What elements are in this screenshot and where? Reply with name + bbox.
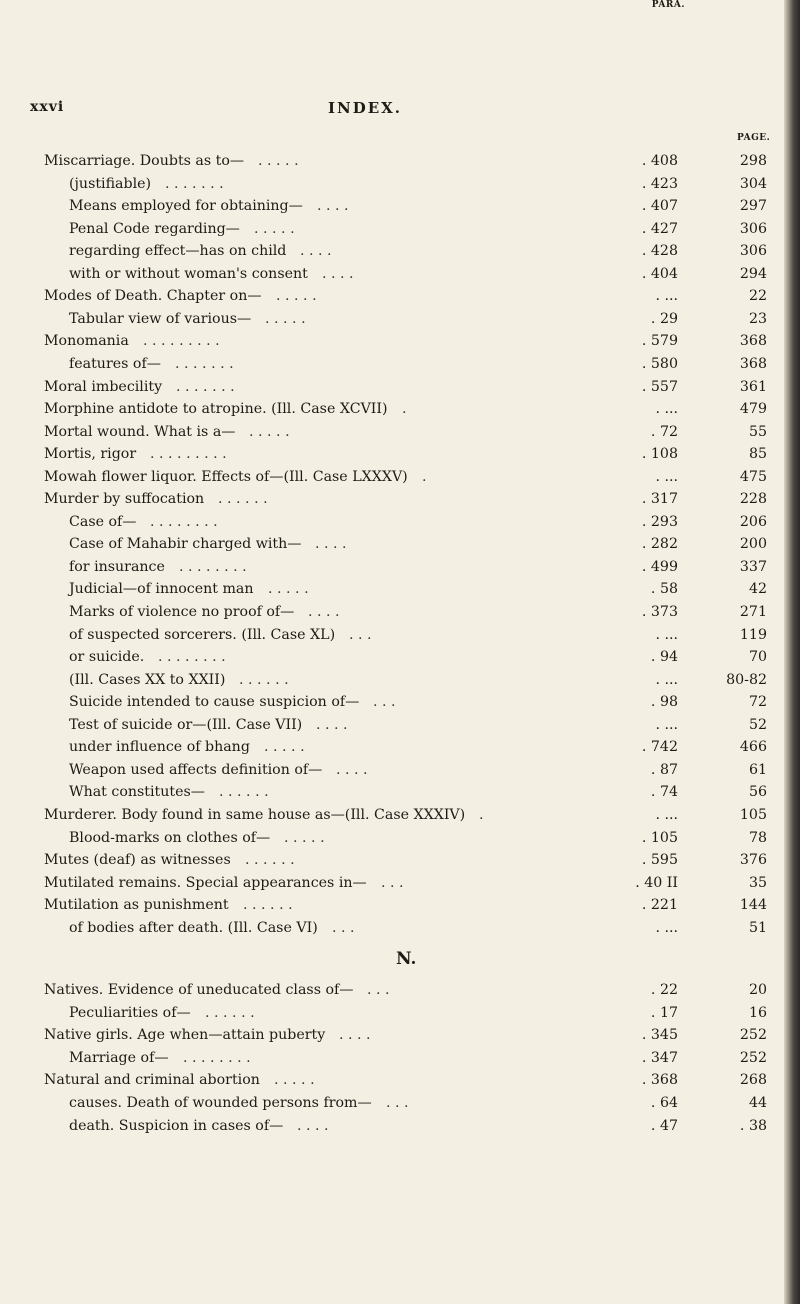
- entry-page: 78: [748, 829, 767, 846]
- entry-leader-dots: . . . .: [336, 761, 368, 778]
- index-entry: [0, 353, 800, 375]
- entry-para: . 17: [650, 1004, 678, 1021]
- entry-text: Monomania: [44, 333, 129, 350]
- index-entry: [0, 263, 800, 285]
- entry-para: . 579: [641, 333, 678, 350]
- entry-para: . ...: [655, 401, 678, 418]
- entry-para: . 98: [650, 694, 678, 711]
- index-entry: [0, 1047, 800, 1069]
- entry-page: 479: [739, 401, 767, 418]
- entry-page: 297: [739, 198, 767, 215]
- entry-leader-dots: . . . . . . . .: [183, 1049, 251, 1066]
- entry-page: 298: [739, 153, 767, 169]
- entry-text: Case of Mahabir charged with—: [69, 536, 302, 553]
- entry-para: . ...: [655, 806, 678, 823]
- entry-page: 55: [748, 423, 767, 440]
- entry-text: for insurance: [69, 558, 165, 575]
- entry-leader-dots: . . . . .: [268, 581, 309, 598]
- entry-page: 119: [739, 626, 767, 643]
- index-entry: [0, 827, 800, 849]
- entry-text: Moral imbecility: [44, 378, 163, 395]
- entry-para: . 87: [650, 761, 678, 778]
- entry-page: 70: [748, 649, 767, 666]
- entry-text: Suicide intended to cause suspicion of—: [69, 694, 360, 711]
- index-entry: [0, 173, 800, 195]
- entry-text: under influence of bhang: [69, 739, 250, 756]
- entry-text: or suicide.: [69, 649, 145, 666]
- entry-text: Judicial—of innocent man: [69, 581, 254, 598]
- entry-text: Test of suicide or—(Ill. Case VII): [69, 716, 303, 733]
- entry-para: . 408: [641, 153, 678, 169]
- entry-leader-dots: . . . . . .: [205, 1004, 255, 1021]
- entry-page: 85: [748, 446, 767, 463]
- entry-para: . 105: [641, 829, 678, 846]
- entry-para: . 427: [641, 220, 678, 237]
- entry-page: 200: [739, 536, 767, 553]
- entry-page: 294: [739, 265, 767, 282]
- entry-para: . 221: [641, 897, 678, 914]
- entry-para: . 58: [650, 581, 678, 598]
- entry-leader-dots: . . .: [381, 874, 404, 891]
- entry-leader-dots: . . . .: [316, 716, 348, 733]
- index-entry: [0, 1069, 800, 1091]
- entry-para: . 317: [641, 491, 678, 508]
- entry-text: (Ill. Cases XX to XXII): [69, 671, 226, 688]
- column-header-para: PARA.: [651, 0, 685, 10]
- entry-leader-dots: . . . . . . .: [165, 175, 224, 192]
- index-entry: [0, 195, 800, 217]
- entry-text: Murderer. Body found in same house as—(Ill. Case XXXIV): [44, 806, 466, 823]
- entry-leader-dots: . . . .: [300, 243, 332, 260]
- index-entry: [0, 466, 800, 488]
- entry-text: Modes of Death. Chapter on—: [44, 288, 262, 305]
- entry-leader-dots: . . . . .: [265, 310, 306, 327]
- entry-para: . ...: [655, 716, 678, 733]
- entry-text: Mortal wound. What is a—: [44, 423, 236, 440]
- entry-text: death. Suspicion in cases of—: [69, 1117, 284, 1134]
- index-entry: [0, 849, 800, 871]
- entry-page: 306: [739, 220, 767, 237]
- entry-page: 144: [739, 897, 767, 914]
- entry-page: 268: [739, 1072, 767, 1089]
- entry-leader-dots: . . . . .: [276, 288, 317, 305]
- entry-para: . 499: [641, 558, 678, 575]
- entry-page: 35: [748, 874, 767, 891]
- index-entry: [0, 218, 800, 240]
- entry-leader-dots: . . . . .: [249, 423, 290, 440]
- entry-leader-dots: . . . . . . . .: [158, 649, 226, 666]
- entry-leader-dots: . . . . . .: [219, 784, 269, 801]
- entry-text: Blood-marks on clothes of—: [69, 829, 271, 846]
- entry-para: . ...: [655, 626, 678, 643]
- entry-text: Marks of violence no proof of—: [69, 604, 295, 620]
- index-entry: [0, 556, 800, 578]
- entry-leader-dots: . . . .: [339, 1027, 371, 1044]
- entry-page: 361: [739, 378, 767, 395]
- entry-leader-dots: . . . . . . . .: [150, 513, 218, 530]
- entry-para: . 108: [641, 446, 678, 463]
- entry-page: 51: [748, 919, 767, 936]
- index-entry: [0, 578, 800, 600]
- entry-para: . 74: [650, 784, 678, 801]
- page-number: xxvi: [30, 99, 65, 115]
- entry-page: . 38: [739, 1117, 767, 1134]
- entry-leader-dots: . . . .: [315, 536, 347, 553]
- entry-para: . 64: [650, 1095, 678, 1111]
- entry-page: 52: [748, 716, 767, 733]
- entry-para: . 47: [650, 1117, 678, 1134]
- entry-text: Natural and criminal abortion: [44, 1072, 260, 1089]
- entry-leader-dots: . . . . . .: [245, 852, 295, 869]
- entry-leader-dots: . . .: [367, 982, 390, 999]
- entry-para: . ...: [655, 468, 678, 485]
- entry-para: . 580: [641, 355, 678, 372]
- index-entry: [0, 894, 800, 916]
- entry-text: regarding effect—has on child: [69, 243, 287, 260]
- entry-leader-dots: . . .: [349, 626, 372, 643]
- entry-page: 20: [748, 982, 767, 999]
- entry-para: . 373: [641, 604, 678, 620]
- entry-para: . 423: [641, 175, 678, 192]
- index-entry: [0, 150, 800, 172]
- entry-para: . 40 II: [635, 874, 678, 891]
- running-head: INDEX.: [328, 99, 403, 117]
- entry-text: Morphine antidote to atropine. (Ill. Case XCVII): [44, 401, 388, 418]
- index-entry: [0, 421, 800, 443]
- index-entry: [0, 872, 800, 894]
- entry-leader-dots: . . .: [386, 1095, 409, 1111]
- entry-page: 466: [739, 739, 767, 756]
- index-entry: [0, 804, 800, 826]
- index-entry: [0, 398, 800, 420]
- entry-text: Peculiarities of—: [69, 1004, 191, 1021]
- entry-text: Case of—: [69, 513, 137, 530]
- entry-leader-dots: . . . .: [317, 198, 349, 215]
- entry-leader-dots: . . . . . .: [218, 491, 268, 508]
- entry-text: Natives. Evidence of uneducated class of—: [44, 982, 354, 999]
- entry-para: . ...: [655, 288, 678, 305]
- entry-leader-dots: . . . . .: [284, 829, 325, 846]
- index-entry: [0, 669, 800, 691]
- entry-text: Native girls. Age when—attain puberty: [44, 1027, 326, 1044]
- entry-leader-dots: . . . .: [308, 604, 340, 620]
- entry-page: 105: [739, 806, 767, 823]
- entry-text: Mutilated remains. Special appearances in—: [44, 874, 367, 891]
- entry-leader-dots: . . .: [373, 694, 396, 711]
- entry-leader-dots: . . . . . .: [239, 671, 289, 688]
- entry-page: 376: [739, 852, 767, 869]
- section-letter-n: N.: [396, 949, 417, 970]
- index-entry: [0, 979, 800, 1001]
- index-entry: [0, 1092, 800, 1114]
- entry-text: Murder by suffocation: [44, 491, 205, 508]
- index-entry: [0, 917, 800, 939]
- entry-page: 304: [739, 175, 767, 192]
- index-entry: [0, 330, 800, 352]
- index-entry: [0, 1002, 800, 1024]
- index-entry: [0, 533, 800, 555]
- entry-leader-dots: . . . .: [322, 265, 354, 282]
- entry-para: . ...: [655, 919, 678, 936]
- entry-text: Miscarriage. Doubts as to—: [44, 153, 245, 169]
- entry-para: . 345: [641, 1027, 678, 1044]
- index-entry: [0, 759, 800, 781]
- entry-page: 72: [748, 694, 767, 711]
- index-entry: [0, 736, 800, 758]
- entry-text: Mowah flower liquor. Effects of—(Ill. Case LXXXV): [44, 468, 408, 485]
- entry-para: . 404: [641, 265, 678, 282]
- entry-leader-dots: . . . . . . . .: [179, 558, 247, 575]
- entry-para: . 368: [641, 1072, 678, 1089]
- entry-para: . 282: [641, 536, 678, 553]
- entry-leader-dots: . . . .: [297, 1117, 329, 1134]
- entry-para: . 72: [650, 423, 678, 440]
- entry-para: . 22: [650, 982, 678, 999]
- index-entry: [0, 624, 800, 646]
- entry-page: 61: [748, 761, 767, 778]
- entry-leader-dots: . . . . . .: [243, 897, 293, 914]
- index-entry: [0, 781, 800, 803]
- entry-text: Means employed for obtaining—: [69, 198, 303, 215]
- entry-leader-dots: . . . . .: [258, 153, 299, 169]
- entry-text: features of—: [69, 355, 161, 372]
- entry-para: . 29: [650, 310, 678, 327]
- entry-para: . 428: [641, 243, 678, 260]
- entry-text: causes. Death of wounded persons from—: [69, 1095, 372, 1111]
- index-entry: [0, 691, 800, 713]
- entry-para: . 557: [641, 378, 678, 395]
- entry-para: . 407: [641, 198, 678, 215]
- entry-page: 252: [739, 1027, 767, 1044]
- entry-leader-dots: . . . . .: [254, 220, 295, 237]
- entry-page: 16: [748, 1004, 767, 1021]
- entry-leader-dots: . . . . .: [274, 1072, 315, 1089]
- entry-page: 368: [739, 355, 767, 372]
- entry-para: . 347: [641, 1049, 678, 1066]
- entry-text: Mortis, rigor: [44, 446, 137, 463]
- entry-leader-dots: . . .: [332, 919, 355, 936]
- entry-text: Mutilation as punishment: [44, 897, 229, 914]
- entry-leader-dots: . . . . . . . . .: [150, 446, 227, 463]
- entry-page: 56: [748, 784, 767, 801]
- entry-page: 80-82: [726, 671, 767, 688]
- index-entry: [0, 601, 800, 623]
- entry-para: . ...: [655, 671, 678, 688]
- entry-page: 337: [739, 558, 767, 575]
- index-entry: [0, 488, 800, 510]
- entry-text: Tabular view of various—: [69, 310, 252, 327]
- index-entry: [0, 1024, 800, 1046]
- entry-leader-dots: .: [479, 806, 484, 823]
- entry-page: 228: [739, 491, 767, 508]
- entry-text: of suspected sorcerers. (Ill. Case XL): [69, 626, 336, 643]
- entry-para: . 94: [650, 649, 678, 666]
- entry-page: 368: [739, 333, 767, 350]
- entry-page: 42: [748, 581, 767, 598]
- index-entry: [0, 240, 800, 262]
- index-entry: [0, 376, 800, 398]
- entry-text: Penal Code regarding—: [69, 220, 240, 237]
- entry-leader-dots: . . . . . . .: [176, 378, 235, 395]
- entry-text: What constitutes—: [69, 784, 205, 801]
- entry-leader-dots: . . . . . . . . .: [143, 333, 220, 350]
- entry-page: 22: [748, 288, 767, 305]
- index-entry: [0, 714, 800, 736]
- index-entry: [0, 511, 800, 533]
- entry-text: with or without woman's consent: [69, 265, 308, 282]
- entry-leader-dots: . . . . .: [264, 739, 305, 756]
- entry-text: Mutes (deaf) as witnesses: [44, 852, 231, 869]
- entry-text: of bodies after death. (Ill. Case VI): [69, 919, 318, 936]
- index-entry: [0, 646, 800, 668]
- index-entry: [0, 285, 800, 307]
- entry-text: Weapon used affects definition of—: [69, 761, 323, 778]
- entry-text: (justifiable): [69, 175, 152, 192]
- entry-text: Marriage of—: [69, 1049, 169, 1066]
- index-entry: [0, 1115, 800, 1137]
- column-header-page: PAGE.: [737, 133, 771, 143]
- index-entry: [0, 308, 800, 330]
- entry-page: 23: [748, 310, 767, 327]
- entry-leader-dots: .: [422, 468, 427, 485]
- entry-page: 206: [739, 513, 767, 530]
- index-entry: [0, 443, 800, 465]
- entry-page: 306: [739, 243, 767, 260]
- entry-para: . 293: [641, 513, 678, 530]
- entry-page: 44: [748, 1095, 767, 1111]
- entry-page: 252: [739, 1049, 767, 1066]
- entry-leader-dots: . . . . . . .: [175, 355, 234, 372]
- entry-page: 271: [739, 604, 767, 620]
- entry-leader-dots: .: [402, 401, 407, 418]
- entry-page: 475: [739, 468, 767, 485]
- entry-para: . 742: [641, 739, 678, 756]
- entry-para: . 595: [641, 852, 678, 869]
